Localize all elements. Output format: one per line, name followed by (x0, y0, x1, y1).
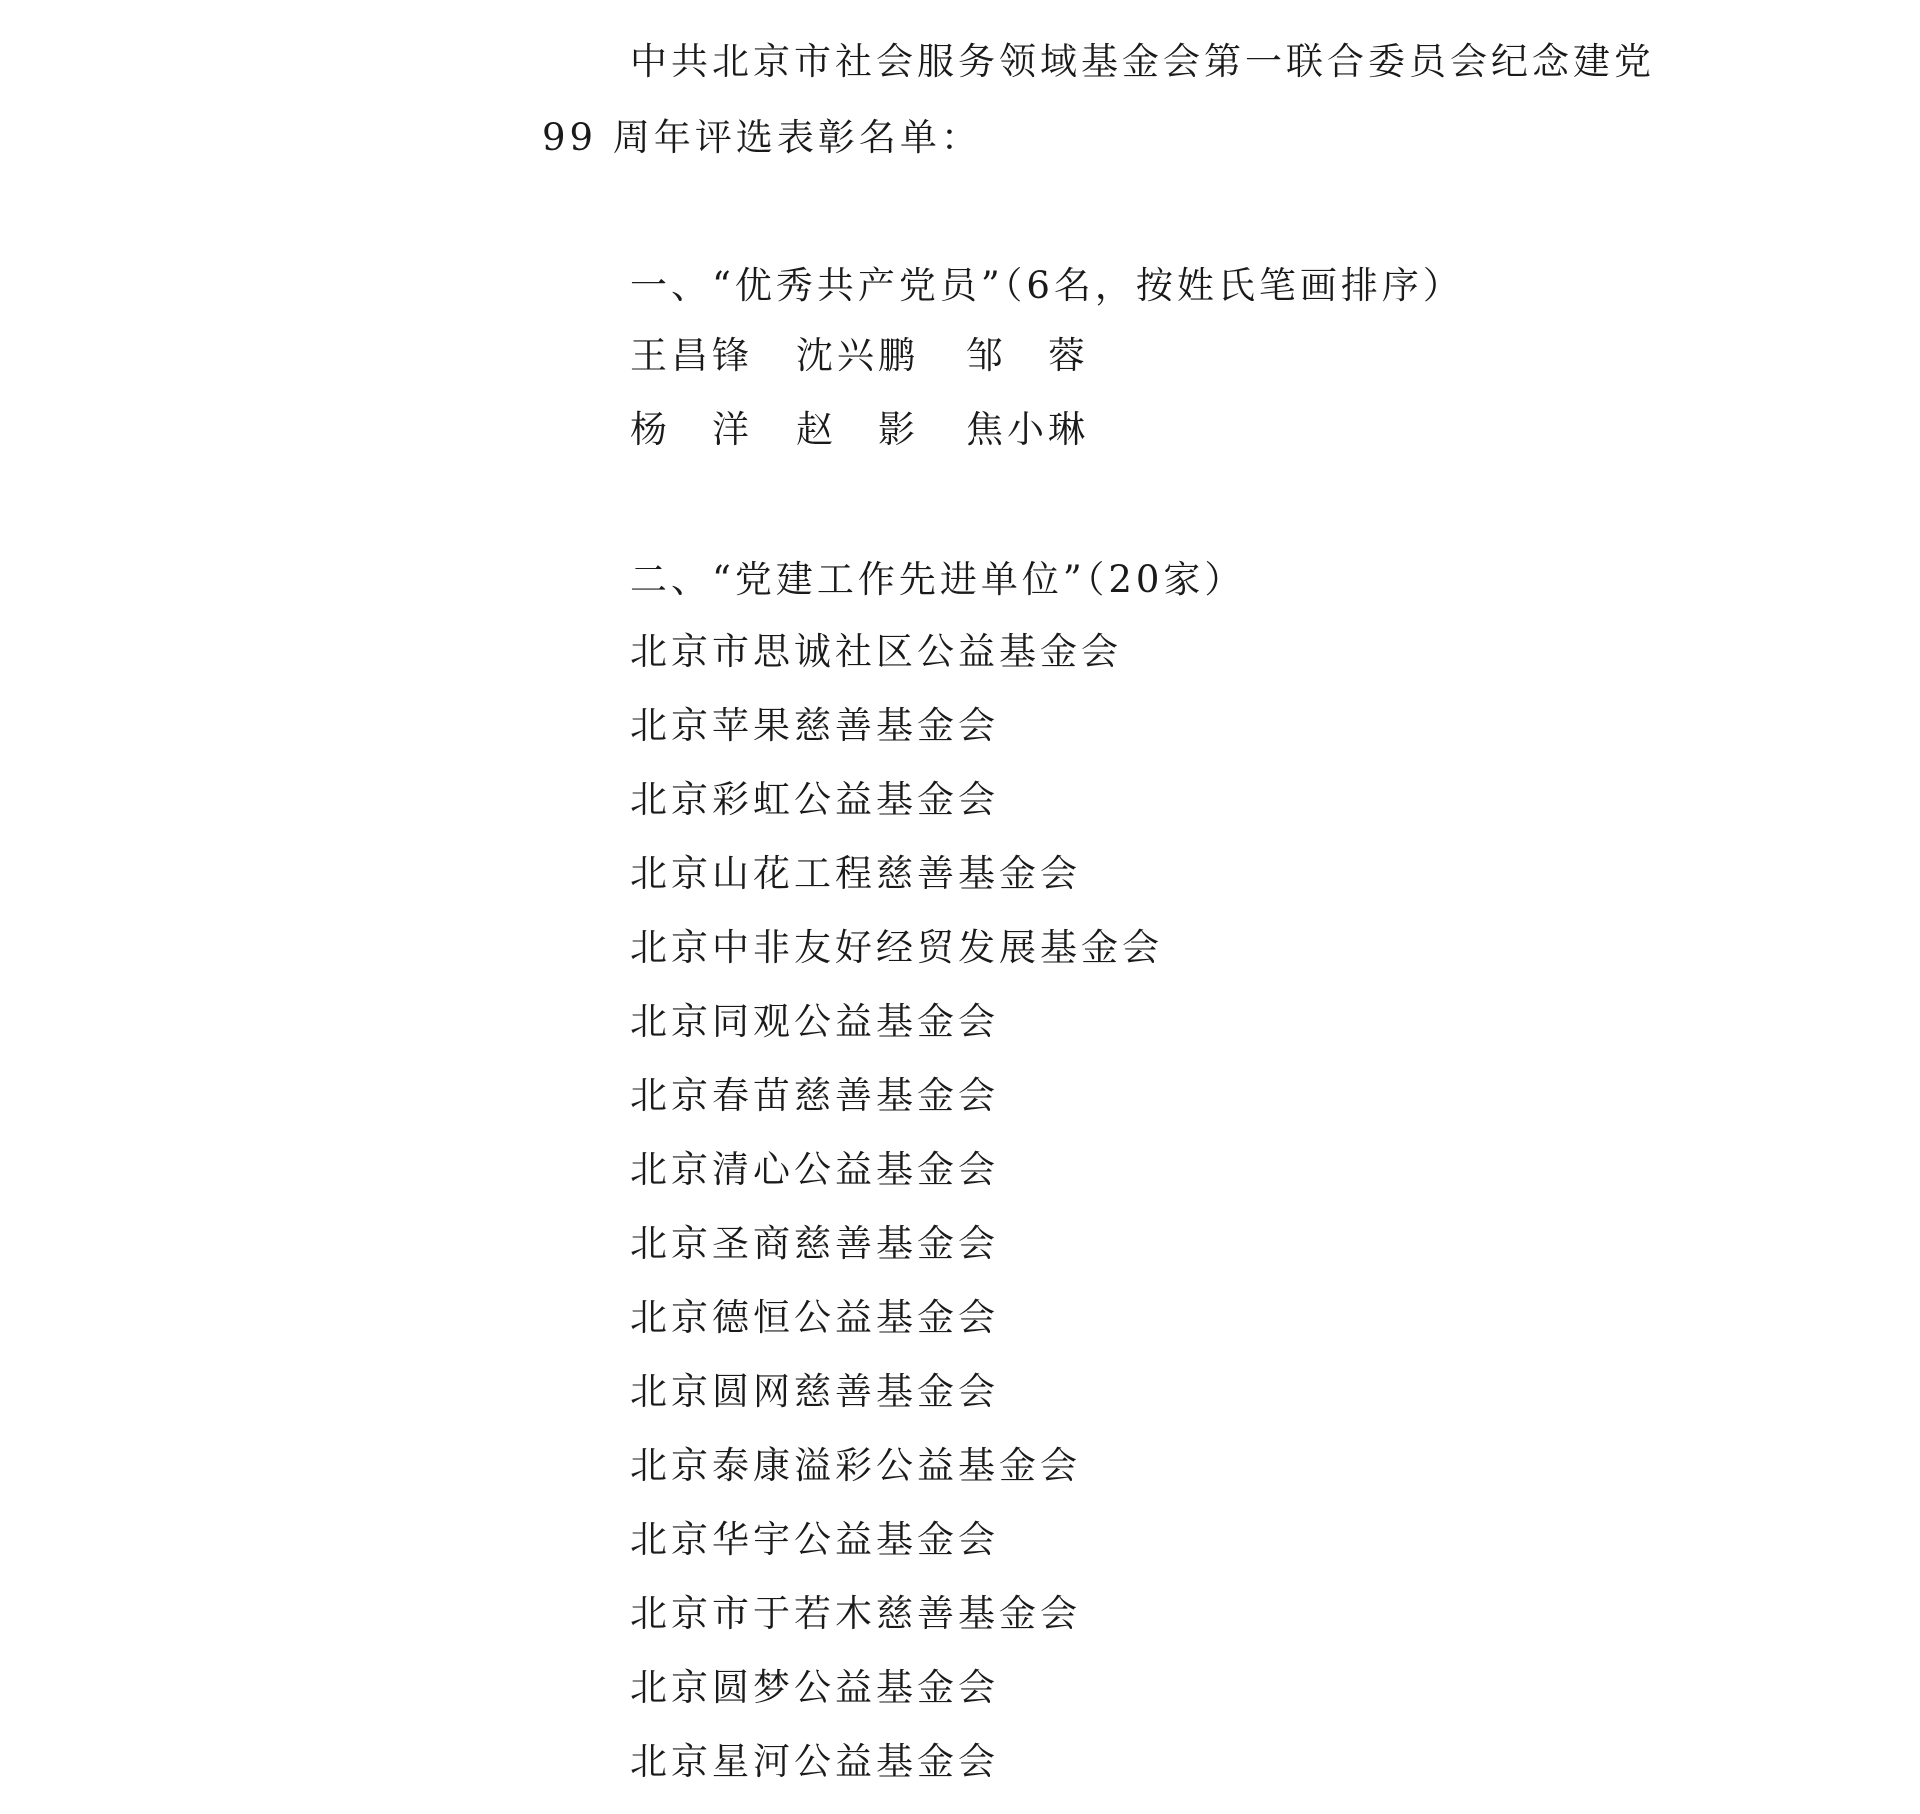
document-title-line1: 中共北京市社会服务领域基金会第一联合委员会纪念建党 (630, 40, 1655, 83)
list-item: 北京春苗慈善基金会 (630, 1074, 999, 1117)
list-item: 北京山花工程慈善基金会 (630, 852, 1081, 895)
list-item: 北京德恒公益基金会 (630, 1296, 999, 1339)
advanced-units-list (630, 630, 1163, 1814)
member-name: 杨 洋 (630, 408, 753, 451)
list-item: 北京苹果慈善基金会 (630, 704, 999, 747)
list-item: 北京华宇公益基金会 (630, 1518, 999, 1561)
list-item: 北京清心公益基金会 (630, 1148, 999, 1191)
member-name: 焦小琳 (966, 408, 1089, 451)
list-item: 北京中非友好经贸发展基金会 (630, 926, 1163, 969)
list-item: 北京圣商慈善基金会 (630, 1222, 999, 1265)
list-item: 北京圆网慈善基金会 (630, 1370, 999, 1413)
list-item: 北京泰康溢彩公益基金会 (630, 1444, 1081, 1487)
list-item: 北京市思诚社区公益基金会 (630, 630, 1122, 673)
list-item: 北京市于若木慈善基金会 (630, 1592, 1081, 1635)
member-name: 邹 蓉 (966, 334, 1089, 377)
member-name: 王昌锋 (630, 334, 753, 377)
section2-heading: 二、“党建工作先进单位”（20家） (630, 558, 1246, 601)
list-item: 北京同观公益基金会 (630, 1000, 999, 1043)
list-item: 北京星河公益基金会 (630, 1740, 999, 1783)
document-title-line2: 99 周年评选表彰名单： (542, 116, 982, 159)
section1-heading: 一、“优秀共产党员”（6名，按姓氏笔画排序） (630, 264, 1464, 307)
member-name: 赵 影 (796, 408, 919, 451)
list-item: 北京圆梦公益基金会 (630, 1666, 999, 1709)
member-name: 沈兴鹏 (796, 334, 919, 377)
list-item: 北京彩虹公益基金会 (630, 778, 999, 821)
